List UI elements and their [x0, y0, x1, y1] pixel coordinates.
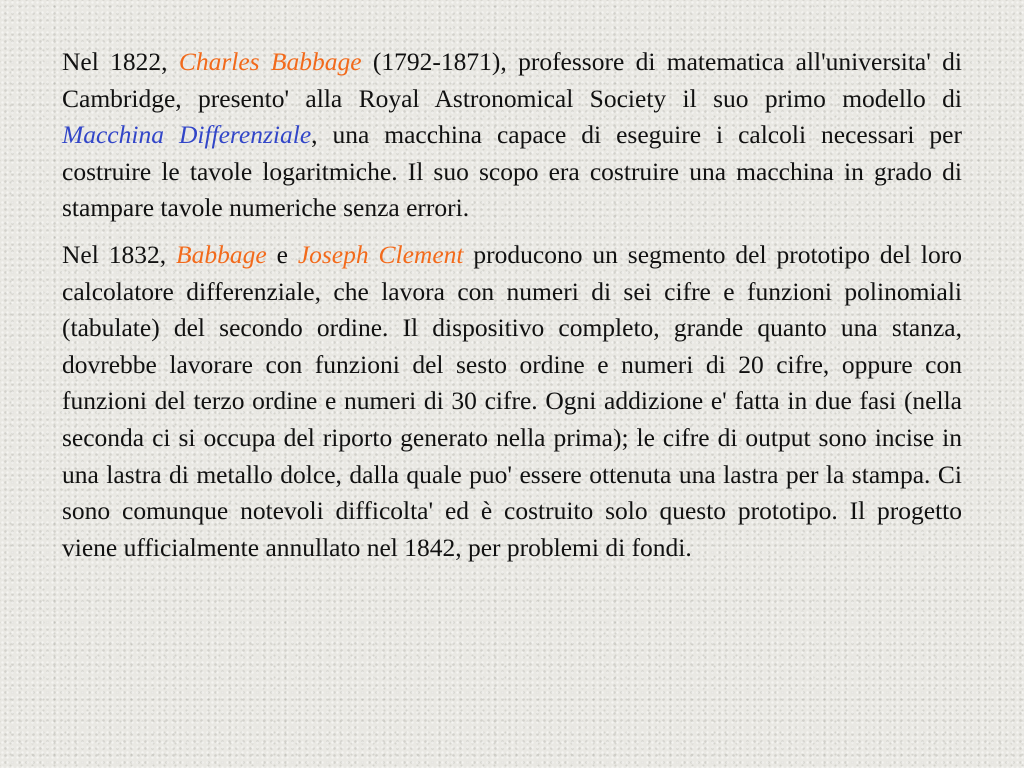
name-babbage: Babbage	[176, 239, 267, 269]
term-macchina-differenziale: Macchina Differenziale	[62, 120, 312, 150]
name-charles-babbage: Charles Babbage	[178, 47, 362, 76]
paragraph-1-text-middle: (1792-1871), professore di matematica all'universita' di Cambridge, presento' alla Royal Astronomical Society il suo primo modello di	[62, 47, 962, 113]
paragraph-2-text-end: producono un segmento del prototipo del loro calcolatore differenziale, che lavora con numeri di sei cifre e funzioni polinomiali (tabulate) del secondo ordine. Il dispositivo completo, grande quanto una stanza, dovrebbe lavorare con funzioni del sesto ordine e numeri di 20 cifre, oppure con funzioni del terzo ordine e numeri di 30 cifre. Ogni addizione e' fatta in due fasi (nella seconda ci si occupa del riporto generato nella prima); le cifre di output sono incise in una lastra di metallo dolce, dalla quale puo' essere ottenuta una lastra per la stampa. Ci sono comunque notevoli difficolta' ed è costruito solo questo prototipo. Il progetto viene ufficialmente annullato nel 1842, per problemi di fondi.	[62, 239, 963, 562]
paragraph-1-text-end: , una macchina capace di eseguire i calcoli necessari per costruire le tavole logaritmiche. Il suo scopo era costruire una macchina in grado di stampare tavole numeriche senza errori.	[62, 120, 962, 223]
slide-content	[62, 44, 962, 576]
name-joseph-clement: Joseph Clement	[297, 239, 464, 269]
paragraph-1-text-start: Nel 1822,	[62, 47, 179, 76]
paragraph-babbage-1822	[62, 44, 962, 227]
paragraph-2-conjunction: e	[266, 239, 298, 269]
paragraph-prototype-1832	[62, 237, 962, 566]
paragraph-2-text-start: Nel 1832,	[62, 239, 177, 269]
